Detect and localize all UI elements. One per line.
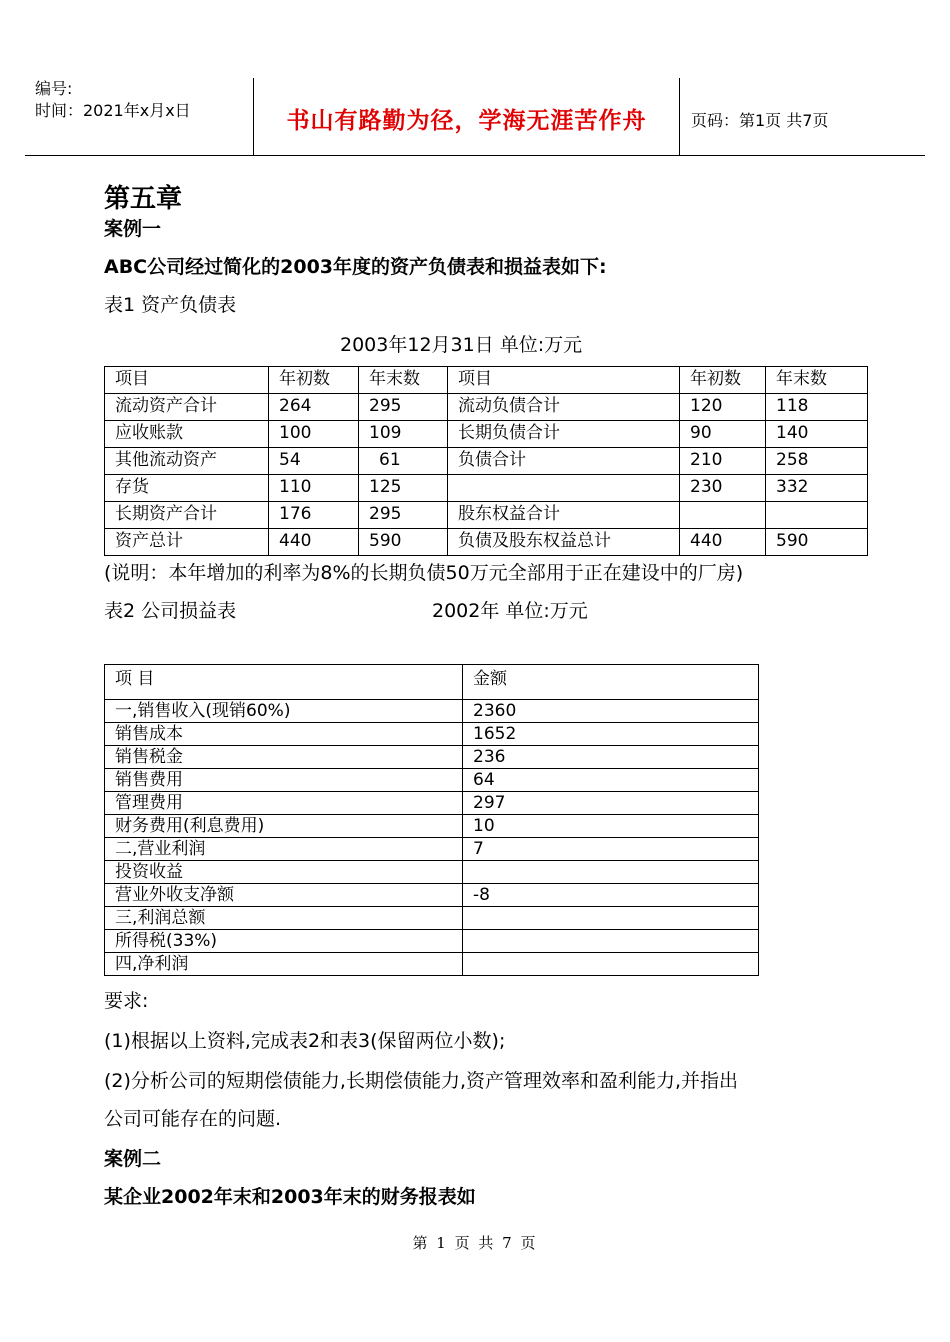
table-cell: 440 — [269, 529, 359, 556]
table-cell: 210 — [680, 448, 766, 475]
table-cell: 297 — [463, 792, 759, 815]
table-cell: 264 — [269, 394, 359, 421]
table-cell: 负债合计 — [448, 448, 680, 475]
income-statement-table — [104, 664, 759, 976]
table2-unit: 2002年 单位:万元 — [432, 600, 588, 622]
table1-title: 表1 资产负债表 — [104, 294, 237, 316]
table-cell: 258 — [766, 448, 868, 475]
table-cell: 110 — [269, 475, 359, 502]
table-row — [105, 815, 759, 838]
table-cell: 1652 — [463, 723, 759, 746]
serial-label: 编号: — [35, 79, 73, 98]
page-header — [25, 78, 925, 156]
table-row — [105, 861, 759, 884]
table-cell: 长期负债合计 — [448, 421, 680, 448]
table-cell: 长期资产合计 — [105, 502, 269, 529]
table-header-cell: 项 目 — [105, 665, 463, 700]
table-cell: 332 — [766, 475, 868, 502]
table-header-cell: 项目 — [105, 367, 269, 394]
table-cell — [680, 502, 766, 529]
table-header-cell: 年末数 — [766, 367, 868, 394]
requirement-2: (2)分析公司的短期偿债能力,长期偿债能力,资产管理效率和盈利能力,并指出 — [104, 1070, 739, 1092]
table-row — [105, 930, 759, 953]
header-motto: 书山有路勤为径，学海无涯苦作舟 — [286, 108, 647, 134]
table-cell: 四,净利润 — [105, 953, 463, 976]
case2-title: 案例二 — [104, 1148, 162, 1170]
table-cell — [463, 861, 759, 884]
table-cell — [463, 953, 759, 976]
table1-note: (说明：本年增加的利率为8%的长期负债50万元全部用于正在建设中的厂房) — [104, 562, 744, 584]
table-cell: 295 — [359, 394, 448, 421]
table-cell: 100 — [269, 421, 359, 448]
table-row — [105, 769, 759, 792]
table-cell: 投资收益 — [105, 861, 463, 884]
table-cell: 230 — [680, 475, 766, 502]
table-cell: 236 — [463, 746, 759, 769]
table-cell: 125 — [359, 475, 448, 502]
table-cell: 负债及股东权益总计 — [448, 529, 680, 556]
table-cell: 90 — [680, 421, 766, 448]
time-label: 时间：2021年x月x日 — [35, 101, 191, 120]
table-row — [105, 792, 759, 815]
table-row — [105, 700, 759, 723]
table-cell — [463, 930, 759, 953]
table-cell: 295 — [359, 502, 448, 529]
table-cell: 流动资产合计 — [105, 394, 269, 421]
chapter-title: 第五章 — [104, 184, 183, 214]
table-row — [105, 448, 868, 475]
table-cell: 2360 — [463, 700, 759, 723]
table-cell — [463, 907, 759, 930]
table-cell: 120 — [680, 394, 766, 421]
table-cell: 54 — [269, 448, 359, 475]
balance-sheet-table — [104, 366, 868, 556]
case1-intro: ABC公司经过简化的2003年度的资产负债表和损益表如下: — [104, 256, 607, 278]
table-cell: 销售成本 — [105, 723, 463, 746]
table-cell: 109 — [359, 421, 448, 448]
table-header-cell: 金额 — [463, 665, 759, 700]
table-cell: 590 — [766, 529, 868, 556]
table-cell: 7 — [463, 838, 759, 861]
table-cell: 一,销售收入(现销60%) — [105, 700, 463, 723]
table-row — [105, 421, 868, 448]
table-row — [105, 502, 868, 529]
table-cell: 其他流动资产 — [105, 448, 269, 475]
table-header-row — [105, 665, 759, 700]
table-row — [105, 838, 759, 861]
table-cell: 118 — [766, 394, 868, 421]
table-cell — [448, 475, 680, 502]
table1-date: 2003年12月31日 单位:万元 — [340, 334, 583, 356]
table2-title: 表2 公司损益表 — [104, 600, 237, 622]
table-cell: 590 — [359, 529, 448, 556]
header-page-number: 页码：第1页 共7页 — [691, 111, 829, 130]
case2-intro: 某企业2002年末和2003年末的财务报表如 — [104, 1186, 476, 1208]
table-cell: 64 — [463, 769, 759, 792]
table-row — [105, 953, 759, 976]
table-row — [105, 746, 759, 769]
table-cell: 二,营业利润 — [105, 838, 463, 861]
table-cell: 销售税金 — [105, 746, 463, 769]
table-cell: 管理费用 — [105, 792, 463, 815]
table-cell: 流动负债合计 — [448, 394, 680, 421]
header-divider — [679, 78, 680, 155]
table-header-cell: 年末数 — [359, 367, 448, 394]
requirement-1: (1)根据以上资料,完成表2和表3(保留两位小数); — [104, 1030, 506, 1052]
table-cell: 三,利润总额 — [105, 907, 463, 930]
table-cell: 应收账款 — [105, 421, 269, 448]
table-cell: 股东权益合计 — [448, 502, 680, 529]
table-header-cell: 年初数 — [269, 367, 359, 394]
table-row — [105, 529, 868, 556]
table-cell: 财务费用(利息费用) — [105, 815, 463, 838]
table-cell: 销售费用 — [105, 769, 463, 792]
table-row — [105, 475, 868, 502]
table-header-cell: 年初数 — [680, 367, 766, 394]
table-cell: 所得税(33%) — [105, 930, 463, 953]
table-row — [105, 907, 759, 930]
requirement-2-cont: 公司可能存在的问题. — [104, 1108, 282, 1130]
table-cell: 176 — [269, 502, 359, 529]
table-row — [105, 394, 868, 421]
table-cell: 140 — [766, 421, 868, 448]
requirements-label: 要求: — [104, 990, 149, 1012]
table-cell: 营业外收支净额 — [105, 884, 463, 907]
table-cell: -8 — [463, 884, 759, 907]
header-meta — [35, 78, 255, 122]
table-cell: 存货 — [105, 475, 269, 502]
table-header-row — [105, 367, 868, 394]
table-cell: 10 — [463, 815, 759, 838]
table-cell: 61 — [359, 448, 448, 475]
page-footer: 第 1 页 共 7 页 — [412, 1234, 538, 1252]
table-cell: 资产总计 — [105, 529, 269, 556]
table-header-cell: 项目 — [448, 367, 680, 394]
table-row — [105, 723, 759, 746]
case1-title: 案例一 — [104, 218, 162, 240]
table-cell — [766, 502, 868, 529]
table-row — [105, 884, 759, 907]
table-cell: 440 — [680, 529, 766, 556]
